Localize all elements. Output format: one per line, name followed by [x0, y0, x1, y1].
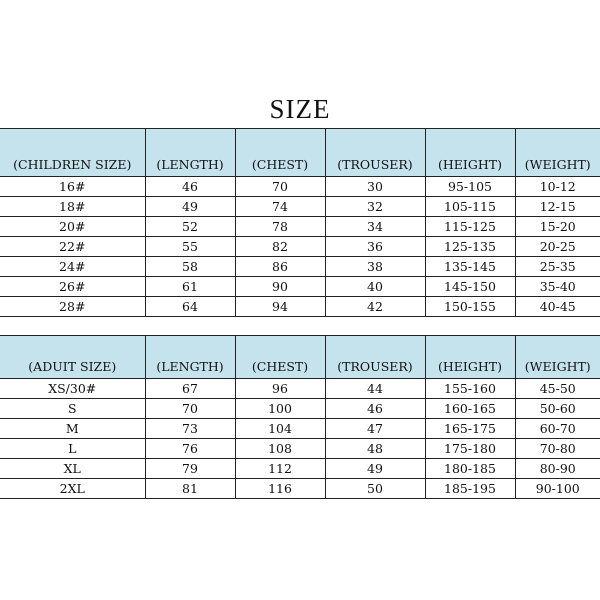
size-label-cell: 26# [0, 277, 145, 297]
table-cell: 76 [145, 439, 235, 459]
table-cell: 15-20 [515, 217, 600, 237]
table-cell: 165-175 [425, 419, 515, 439]
table-cell: 185-195 [425, 479, 515, 499]
table-cell: 73 [145, 419, 235, 439]
table-cell: 58 [145, 257, 235, 277]
table-cell: 47 [325, 419, 425, 439]
table-header-row [0, 336, 600, 379]
column-header: (ADUIT SIZE) [0, 336, 145, 379]
column-header: (LENGTH) [145, 336, 235, 379]
table-cell: 105-115 [425, 197, 515, 217]
table-cell: 155-160 [425, 379, 515, 399]
size-label-cell: S [0, 399, 145, 419]
table-cell: 82 [235, 237, 325, 257]
table-cell: 70-80 [515, 439, 600, 459]
table-cell: 116 [235, 479, 325, 499]
column-header: (TROUSER) [325, 129, 425, 177]
table-cell: 135-145 [425, 257, 515, 277]
size-label-cell: 20# [0, 217, 145, 237]
size-label-cell: 24# [0, 257, 145, 277]
table-cell: 55 [145, 237, 235, 257]
children-size-table [0, 128, 600, 317]
table-cell: 78 [235, 217, 325, 237]
table-row [0, 257, 600, 277]
table-row [0, 197, 600, 217]
table-cell: 12-15 [515, 197, 600, 217]
size-label-cell: XS/30# [0, 379, 145, 399]
size-label-cell: XL [0, 459, 145, 479]
table-row [0, 237, 600, 257]
table-cell: 100 [235, 399, 325, 419]
table-cell: 115-125 [425, 217, 515, 237]
table-cell: 90 [235, 277, 325, 297]
adult-size-table [0, 335, 600, 499]
column-header: (HEIGHT) [425, 336, 515, 379]
table-cell: 95-105 [425, 177, 515, 197]
size-label-cell: 18# [0, 197, 145, 217]
table-cell: 34 [325, 217, 425, 237]
table-cell: 96 [235, 379, 325, 399]
column-header: (TROUSER) [325, 336, 425, 379]
table-row [0, 217, 600, 237]
table-cell: 25-35 [515, 257, 600, 277]
table-row [0, 439, 600, 459]
column-header: (LENGTH) [145, 129, 235, 177]
table-row [0, 459, 600, 479]
table-cell: 50 [325, 479, 425, 499]
table-cell: 49 [325, 459, 425, 479]
table-cell: 32 [325, 197, 425, 217]
table-cell: 46 [145, 177, 235, 197]
table-cell: 108 [235, 439, 325, 459]
table-header-row [0, 129, 600, 177]
table-row [0, 479, 600, 499]
table-cell: 45-50 [515, 379, 600, 399]
table-cell: 112 [235, 459, 325, 479]
table-row [0, 399, 600, 419]
table-cell: 44 [325, 379, 425, 399]
table-cell: 70 [145, 399, 235, 419]
table-row [0, 297, 600, 317]
table-cell: 79 [145, 459, 235, 479]
column-header: (WEIGHT) [515, 336, 600, 379]
table-cell: 60-70 [515, 419, 600, 439]
size-label-cell: L [0, 439, 145, 459]
page-title: SIZE [269, 94, 331, 124]
column-header: (CHEST) [235, 129, 325, 177]
table-cell: 38 [325, 257, 425, 277]
table-row [0, 419, 600, 439]
table-cell: 175-180 [425, 439, 515, 459]
table-cell: 94 [235, 297, 325, 317]
table-cell: 52 [145, 217, 235, 237]
size-label-cell: 2XL [0, 479, 145, 499]
size-label-cell: M [0, 419, 145, 439]
table-cell: 50-60 [515, 399, 600, 419]
column-header: (WEIGHT) [515, 129, 600, 177]
table-cell: 160-165 [425, 399, 515, 419]
table-cell: 64 [145, 297, 235, 317]
table-cell: 125-135 [425, 237, 515, 257]
table-cell: 67 [145, 379, 235, 399]
table-cell: 20-25 [515, 237, 600, 257]
column-header: (CHILDREN SIZE) [0, 129, 145, 177]
column-header: (HEIGHT) [425, 129, 515, 177]
size-label-cell: 22# [0, 237, 145, 257]
table-cell: 74 [235, 197, 325, 217]
table-cell: 90-100 [515, 479, 600, 499]
table-cell: 46 [325, 399, 425, 419]
table-cell: 150-155 [425, 297, 515, 317]
table-cell: 42 [325, 297, 425, 317]
table-cell: 81 [145, 479, 235, 499]
size-label-cell: 16# [0, 177, 145, 197]
table-cell: 40 [325, 277, 425, 297]
table-cell: 10-12 [515, 177, 600, 197]
table-cell: 35-40 [515, 277, 600, 297]
table-cell: 36 [325, 237, 425, 257]
table-cell: 180-185 [425, 459, 515, 479]
table-cell: 40-45 [515, 297, 600, 317]
table-cell: 70 [235, 177, 325, 197]
table-cell: 86 [235, 257, 325, 277]
table-row [0, 177, 600, 197]
table-cell: 80-90 [515, 459, 600, 479]
table-cell: 30 [325, 177, 425, 197]
table-cell: 48 [325, 439, 425, 459]
table-row [0, 277, 600, 297]
table-cell: 104 [235, 419, 325, 439]
table-row [0, 379, 600, 399]
table-cell: 145-150 [425, 277, 515, 297]
table-cell: 61 [145, 277, 235, 297]
table-cell: 49 [145, 197, 235, 217]
size-label-cell: 28# [0, 297, 145, 317]
column-header: (CHEST) [235, 336, 325, 379]
